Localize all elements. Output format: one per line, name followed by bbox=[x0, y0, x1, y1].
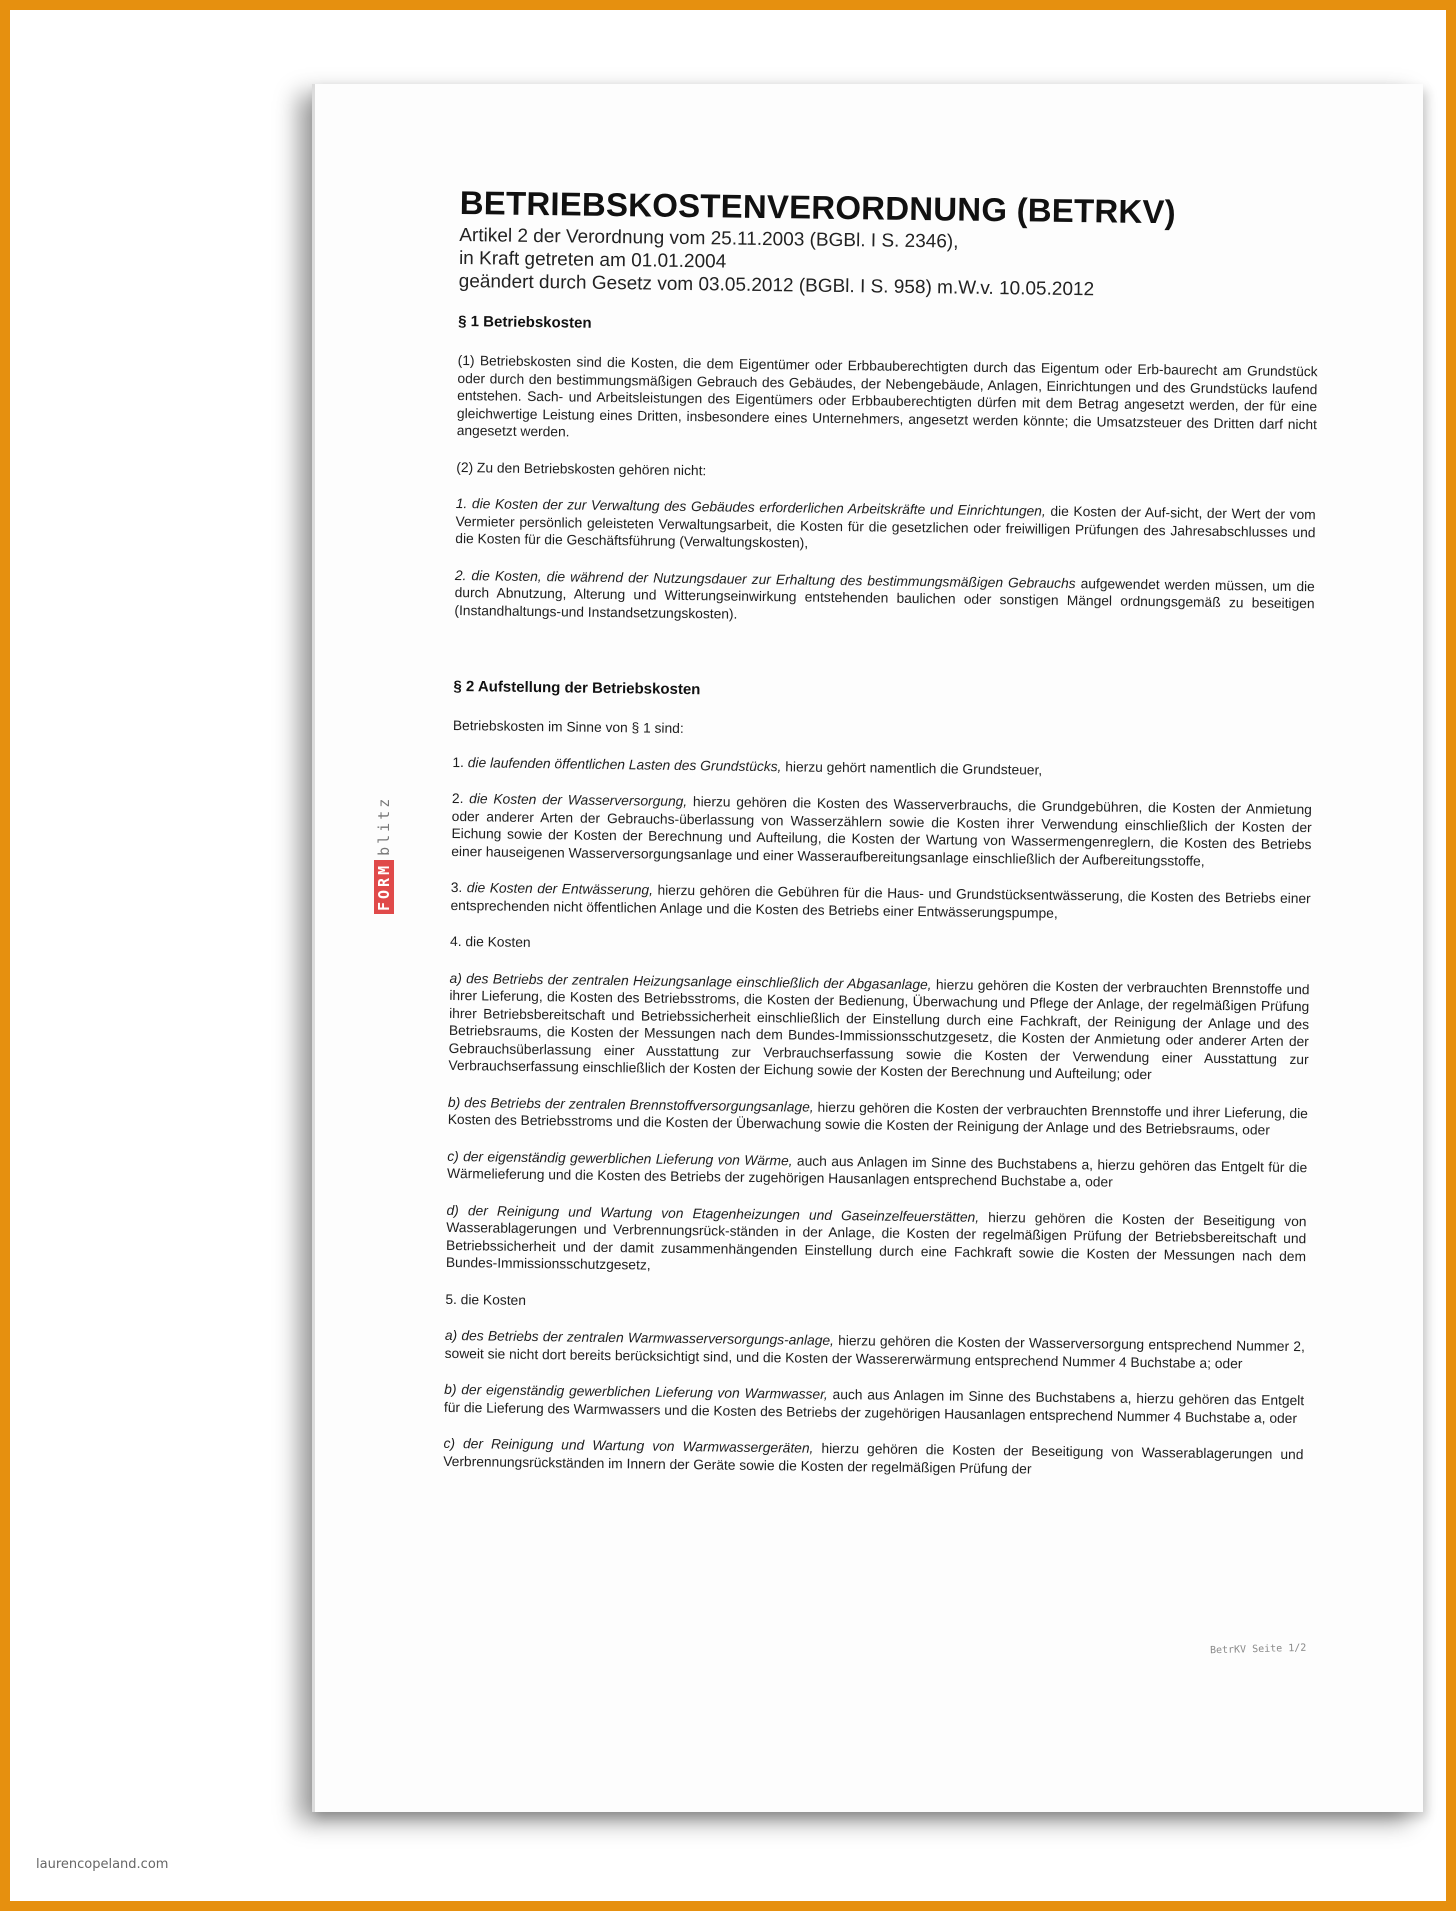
s2-item-4a-em: a) des Betriebs der zentralen Heizungsanlage einschließlich der Abgasanlage, bbox=[449, 970, 932, 992]
s2-item-4c-text: auch aus Anlagen im Sinne des Buchstabens a, hierzu gehören das Entgelt für die Wärmelieferung und die Kosten des Betriebs der zugehörigen Hausanlagen entsprechend Buchstabe a, oder bbox=[446, 1152, 1308, 1190]
s1-item-2-em: 2. die Kosten, die während der Nutzungsdauer zur Erhaltung des bestimmungsmäßigen Gebrauchs bbox=[454, 567, 1076, 591]
s1-item-1-text: die Kosten der Auf-sicht, der Wert der vom Vermieter persönlich geleisteten Verwaltungsarbeit, die Kosten für die gesetzlichen oder freiwilligen Prüfungen des Jahresabschlusses und die Kosten für die Geschäftsführung (Verwaltungskosten), bbox=[455, 503, 1316, 551]
s2-item-4d-em: d) der Reinigung und Wartung von Etagenheizungen und Gaseinzelfeuerstätten, bbox=[446, 1202, 980, 1225]
subtitle-line-1: Artikel 2 der Verordnung vom 25.11.2003 (BGBl. I S. 2346), bbox=[459, 224, 959, 253]
s1-item-1-em: 1. die Kosten der zur Verwaltung des Gebäudes erforderlichen Arbeitskräfte und Einrichtungen, bbox=[455, 495, 1046, 519]
s2-item-3-num: 3. bbox=[450, 879, 467, 896]
s2-intro: Betriebskosten im Sinne von § 1 sind: bbox=[452, 717, 684, 736]
s2-item-4a-text: hierzu gehören die Kosten der verbrauchten Brennstoffe und ihrer Lieferung, die Kosten des Betriebsstroms, die Kosten der Bedienung, Überwachung und Pflege der Anlage, der regelmäßigen Prüfung ihrer Betriebsbereitschaft und Betriebssicherheit einschließlich der Einstellung durch eine Fachkraft, der Reinigung der Anlage und des Betriebsraums, die Kosten der Messungen nach dem Bundes-Immissionsschutzgesetz, die Kosten der Anmietung oder anderer Arten der Gebrauchsüberlassung einer Ausstattung zur Verbrauchserfassung sowie die Kosten der Verwendung einer Ausstattung zur Verbrauchserfassung einschließlich der Kosten der Eichung sowie der Kosten der Berechnung und Aufteilung; oder bbox=[448, 976, 1310, 1083]
s2-item-1-em: die laufenden öffentlichen Lasten des Grundstücks, bbox=[467, 754, 782, 774]
section-2-heading: § 2 Aufstellung der Betriebskosten bbox=[453, 677, 701, 699]
subtitle-line-3: geändert durch Gesetz vom 03.05.2012 (BGBl. I S. 958) m.W.v. 10.05.2012 bbox=[458, 270, 1095, 301]
s1-item-1 bbox=[455, 495, 1316, 559]
s1-item-2-text: aufgewendet werden müssen, um die durch Abnutzung, Alterung und Witterungseinwirkung entstehenden baulichen oder sonstigen Mängel ordnungsgemäß zu beseitigen (Instandhaltungs-und Instandsetzungskosten). bbox=[454, 575, 1315, 622]
s2-item-5a bbox=[445, 1327, 1305, 1373]
source-watermark: laurencopeland.com bbox=[36, 1857, 169, 1872]
s2-item-3 bbox=[450, 879, 1310, 925]
s2-item-5c-em: c) der Reinigung und Wartung von Warmwassergeräten, bbox=[443, 1435, 814, 1456]
logo-blitz: blitz bbox=[375, 795, 393, 856]
page-footer: BetrKV Seite 1/2 bbox=[1209, 1642, 1307, 1657]
s2-item-4b bbox=[448, 1093, 1308, 1139]
s2-item-1 bbox=[452, 753, 1312, 782]
s2-item-4b-em: b) des Betriebs der zentralen Brennstoffversorgungsanlage, bbox=[447, 1094, 814, 1115]
s2-item-5c bbox=[443, 1435, 1303, 1481]
s2-item-5b-text: auch aus Anlagen im Sinne des Buchstabens a, hierzu gehören das Entgelt für die Lieferung des Warmwassers und die Kosten des Betriebs der zugehörigen Hausanlagen entsprechend Nummer 4 Buchstabe a, oder bbox=[443, 1386, 1305, 1426]
formblitz-logo bbox=[373, 774, 395, 914]
s2-item-2-num: 2. bbox=[451, 790, 470, 807]
s2-item-5b bbox=[444, 1381, 1304, 1427]
s2-item-4d bbox=[446, 1201, 1307, 1282]
document-page bbox=[312, 84, 1423, 1812]
s2-item-5a-text: hierzu gehören die Kosten der Wasserversorgung entsprechend Nummer 2, soweit sie nicht dort bereits berücksichtigt sind, und die Kosten der Wassererwärmung entsprechend Nummer 4 Buchstabe a; oder bbox=[444, 1332, 1305, 1371]
s1-paragraph-2: (2) Zu den Betriebskosten gehören nicht: bbox=[456, 459, 707, 478]
s2-item-1-num: 1. bbox=[452, 754, 468, 770]
s2-item-5b-em: b) der eigenständig gewerblichen Lieferung von Warmwasser, bbox=[444, 1381, 828, 1402]
s2-item-4d-text: hierzu gehören die Kosten der Beseitigung von Wasserablagerungen und Verbrennungsrück-ständen in der Anlage, die Kosten der regelmäßigen Prüfung der Betriebsbereitschaft und Betriebssicherheit und der damit zusammenhängenden Einstellung durch eine Fachkraft sowie die Kosten der Messungen nach dem Bundes-Immissionsschutzgesetz, bbox=[445, 1209, 1307, 1273]
document-content bbox=[443, 184, 1320, 1500]
s2-item-4c-em: c) der eigenständig gewerblichen Lieferung von Wärme, bbox=[447, 1148, 793, 1168]
s2-item-2 bbox=[451, 790, 1312, 871]
s1-item-2 bbox=[454, 566, 1315, 630]
s2-item-2-em: die Kosten der Wasserversorgung, bbox=[469, 791, 688, 810]
document-title: BETRIEBSKOSTENVERORDNUNG (BETRKV) bbox=[459, 184, 1177, 231]
s2-item-4a bbox=[448, 969, 1309, 1085]
s2-item-5a-em: a) des Betriebs der zentralen Warmwasserversorgungs-anlage, bbox=[444, 1327, 835, 1348]
s2-item-3-text: hierzu gehören die Gebühren für die Haus- und Grundstücksentwässerung, die Kosten des Betriebs einer entsprechenden nicht öffentlichen Anlage und die Kosten des Betriebs einer Entwässerungspumpe, bbox=[450, 882, 1311, 921]
s2-item-3-em: die Kosten der Entwässerung, bbox=[466, 880, 654, 898]
s1-paragraph-1: (1) Betriebskosten sind die Kosten, die dem Eigentümer oder Erbbauberechtigten durch das Eigentum oder Erb-baurecht am Grundstück oder durch den bestimmungsmäßigen Gebrauch des Gebäudes, der Nebengebäude, Anlagen, Einrichtungen und des Grundstücks laufend entstehen. Sach- und Arbeitsleistungen des Eigentümers oder Erbbauberechtigten dürfen mit dem Betrag angesetzt werden, der für eine gleichwertige Leistung eines Dritten, insbesondere eines Unternehmers, angesetzt werden könnte; die Umsatzsteuer des Dritten darf nicht angesetzt werden. bbox=[456, 352, 1318, 440]
subtitle-line-2: in Kraft getreten am 01.01.2004 bbox=[458, 247, 727, 273]
s2-item-1-text: hierzu gehört namentlich die Grundsteuer, bbox=[781, 758, 1043, 778]
s2-item-2-text: hierzu gehören die Kosten des Wasserverbrauchs, die Grundgebühren, die Kosten der Anmietung oder anderer Arten der Gebrauchs-überlassung von Wasserzählern sowie die Kosten ihrer Verwendung einschließlich der Kosten der Eichung sowie der Kosten der Berechnung und Aufteilung, die Kosten der Wartung von Wassermengenreglern, die Kosten des Betriebs einer hauseigenen Wasserversorgungsanlage und einer Wasseraufbereitungsanlage einschließlich der Aufbereitungsstoffe, bbox=[451, 794, 1312, 869]
section-1-heading: § 1 Betriebskosten bbox=[458, 312, 592, 332]
s2-item-4-label: 4. die Kosten bbox=[449, 933, 531, 950]
s2-item-5-label: 5. die Kosten bbox=[445, 1291, 527, 1308]
logo-form: FORM bbox=[374, 860, 394, 914]
s2-item-4b-text: hierzu gehören die Kosten der verbrauchten Brennstoffe und ihrer Lieferung, die Kosten des Betriebsstroms und die Kosten der Überwachung sowie die Kosten der Reinigung der Anlage und des Betriebsraums, oder bbox=[447, 1099, 1308, 1138]
s2-item-4c bbox=[447, 1147, 1307, 1193]
s2-item-5c-text: hierzu gehören die Kosten der Beseitigung von Wasserablagerungen und Verbrennungsrückständen im Innern der Geräte sowie die Kosten der regelmäßigen Prüfung der bbox=[443, 1440, 1304, 1477]
